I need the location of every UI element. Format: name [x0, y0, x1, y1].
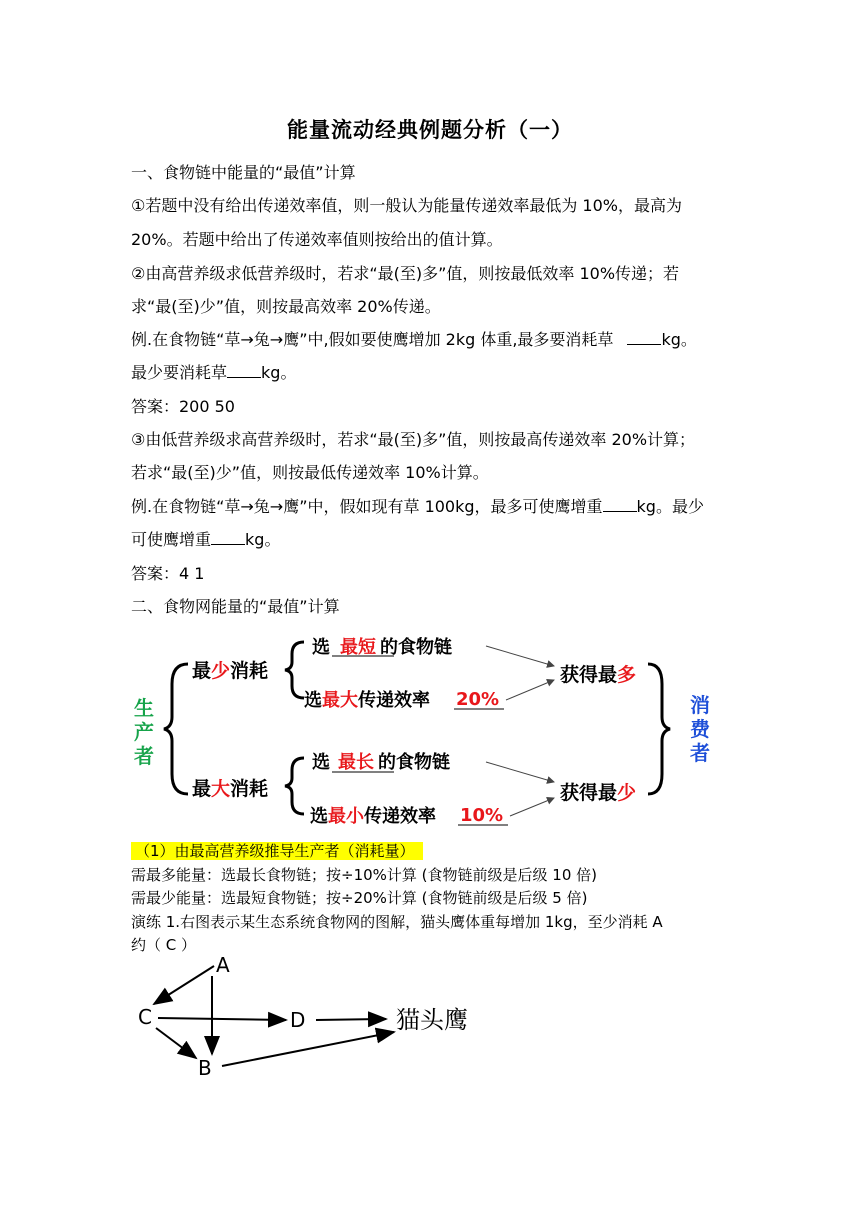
answer-blank — [603, 495, 637, 512]
edge-a-c — [154, 966, 214, 1004]
exercise1-line2: 约（ C ） — [131, 936, 197, 954]
node-b: B — [198, 1056, 212, 1080]
rule2-line2: 求“最(至)少”值，则按最高效率 20%传递。 — [131, 297, 441, 316]
part1-line2: 需最少能量：选最短食物链；按÷20%计算 (食物链前级是后级 5 倍) — [131, 889, 588, 907]
node-c: C — [138, 1005, 152, 1029]
min-consume-label: 最少消耗 — [192, 660, 269, 682]
consumer-label-3: 者 — [690, 741, 710, 765]
consumer-label-2: 费 — [690, 717, 710, 741]
answer2: 答案：4 1 — [131, 564, 205, 583]
node-d: D — [290, 1008, 306, 1032]
producer-label-1: 生 — [134, 696, 154, 720]
example1-line2 — [131, 360, 296, 383]
rule1-line1: ①若题中没有给出传递效率值，则一般认为能量传递效率最低为 10%，最高为 — [131, 196, 682, 215]
answer-blank — [211, 528, 245, 545]
gain-most-label: 获得最多 — [560, 664, 637, 686]
edge-d-owl — [316, 1019, 386, 1020]
example1-unit2: kg。 — [261, 363, 297, 382]
gain-least-label: 获得最少 — [560, 782, 637, 804]
branch-min-efficiency: 选最小传递效率 — [310, 806, 436, 827]
example2-line1 — [131, 494, 704, 517]
example2-text: 例.在食物链“草→兔→鹰”中，假如现有草 100kg，最多可使鹰增重 — [131, 497, 603, 516]
part1-heading — [131, 840, 423, 861]
edge-c-d — [158, 1018, 286, 1020]
branch-shortest-chain: 选 最短 的食物链 — [312, 637, 452, 658]
arrow-3 — [486, 762, 554, 782]
answer1: 答案：200 50 — [131, 397, 235, 416]
producer-label-2: 产 — [134, 720, 154, 744]
edge-b-owl — [222, 1032, 394, 1066]
answer-blank — [227, 361, 261, 378]
arrow-1 — [486, 646, 554, 666]
pct-10: 10% — [460, 805, 504, 826]
part1-line1: 需最多能量：选最长食物链；按÷10%计算 (食物链前级是后级 10 倍) — [131, 866, 598, 884]
max-consume-label: 最大消耗 — [192, 778, 269, 800]
arrow-2 — [506, 680, 554, 700]
pct-20: 20% — [456, 689, 500, 710]
example1-unit: kg。 — [661, 330, 697, 349]
consumer-label-1: 消 — [690, 693, 710, 717]
example2-unit: kg。最少 — [636, 497, 704, 516]
small-brace-top — [285, 642, 304, 698]
node-owl: 猫头鹰 — [396, 1006, 468, 1034]
branch-longest-chain: 选 最长 的食物链 — [312, 752, 450, 773]
rule1-line2: 20%。若题中给出了传递效率值则按给出的值计算。 — [131, 230, 503, 249]
page-title: 能量流动经典例题分析（一） — [287, 118, 573, 142]
exercise1-line1: 演练 1.右图表示某生态系统食物网的图解，猫头鹰体重每增加 1kg，至少消耗 A — [131, 913, 663, 931]
example2-line2 — [131, 527, 280, 550]
node-a: A — [216, 953, 230, 977]
part1-heading-text: （1）由最高营养级推导生产者（消耗量） — [131, 842, 423, 860]
branch-max-efficiency: 选最大传递效率 — [304, 690, 430, 711]
example1-line1 — [131, 327, 697, 350]
right-brace — [648, 664, 670, 794]
section1-heading: 一、食物链中能量的“最值”计算 — [131, 163, 356, 182]
rule3-line1: ③由低营养级求高营养级时，若求“最(至)多”值，则按最高传递效率 20%计算； — [131, 430, 696, 449]
answer-blank — [627, 328, 661, 345]
example1-text2: 最少要消耗草 — [131, 363, 228, 382]
energy-flow-concept-diagram — [120, 622, 740, 830]
example2-text2: 可使鹰增重 — [131, 530, 212, 549]
example2-unit2: kg。 — [245, 530, 281, 549]
producer-label-3: 者 — [134, 744, 154, 768]
rule2-line1: ②由高营养级求低营养级时，若求“最(至)多”值，则按最低效率 10%传递；若 — [131, 264, 680, 283]
left-brace — [164, 664, 188, 794]
rule3-line2: 若求“最(至)少”值，则按最低传递效率 10%计算。 — [131, 463, 489, 482]
section2-heading: 二、食物网能量的“最值”计算 — [131, 597, 340, 616]
arrow-4 — [510, 798, 554, 816]
edge-c-b — [156, 1028, 196, 1058]
example1-text: 例.在食物链“草→兔→鹰”中,假如要使鹰增加 2kg 体重,最多要消耗草 — [131, 330, 614, 349]
small-brace-bottom — [285, 758, 304, 814]
food-web-diagram — [130, 950, 510, 1080]
